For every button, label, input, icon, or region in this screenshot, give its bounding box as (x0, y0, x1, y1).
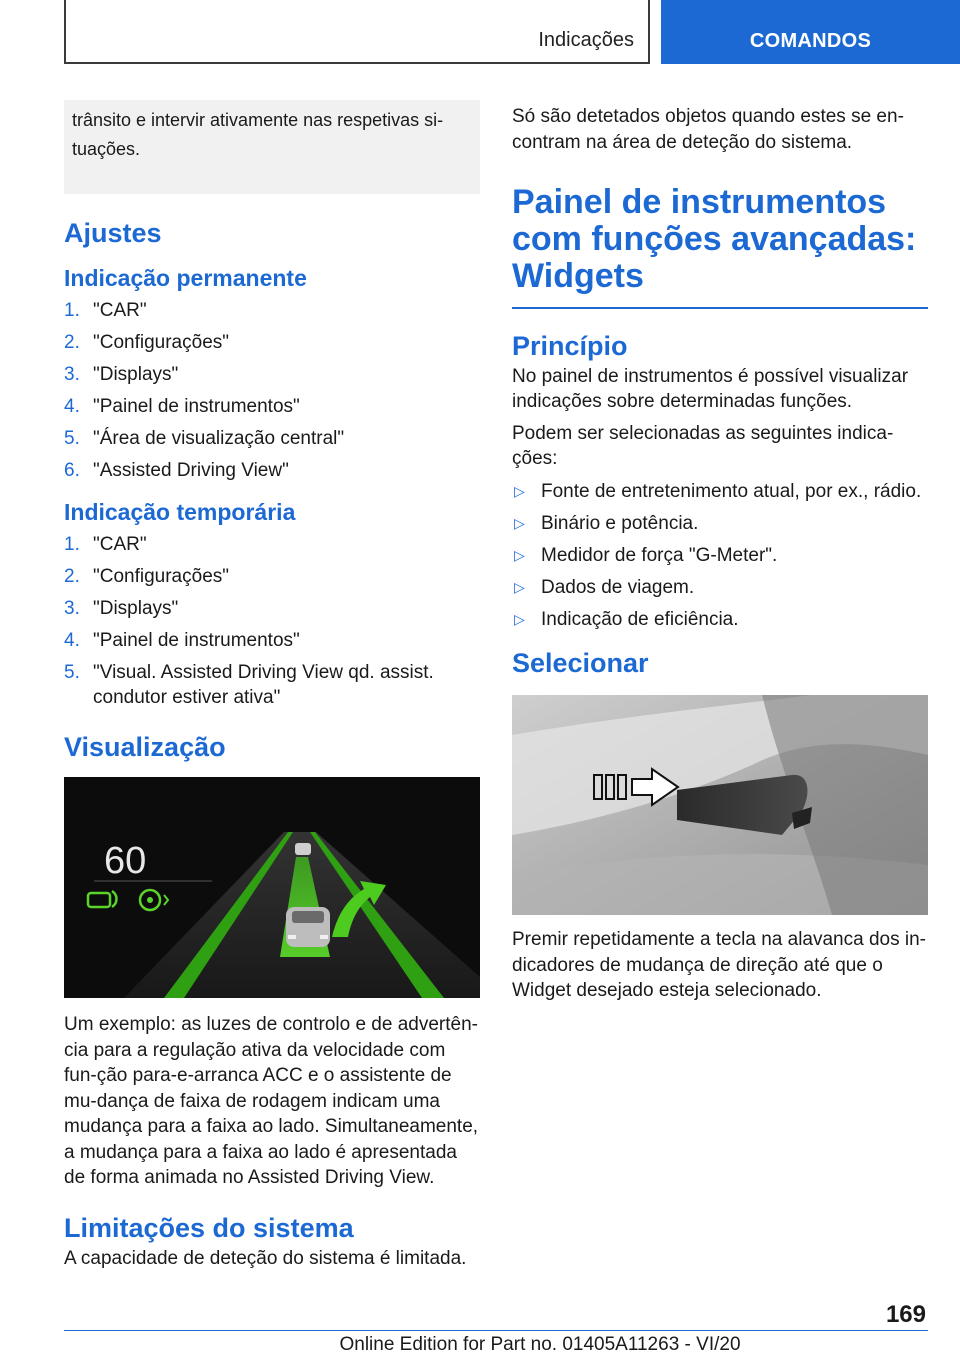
figure-caption: Um exemplo: as luzes de controlo e de advertên-cia para a regulação ativa da velocidade com fun-ção para-e-arranca ACC e o assistente de mu-dança de faixa de rodagem indicam uma mudança para a faixa ao lado. Simultaneamente, a mudança para a faixa ao lado é apresentada de forma animada no Assisted Driving View. (64, 1014, 479, 1188)
footer-divider (64, 1330, 928, 1331)
list-item (64, 532, 480, 557)
note-box: trânsito e intervir ativamente nas respetivas si-tuações. (64, 100, 480, 194)
heading-indicacao-temporaria: Indicação temporária (64, 499, 296, 525)
list-item (64, 362, 480, 387)
list-item (64, 660, 480, 710)
list-num: 1. (64, 300, 80, 321)
page-number: 169 (885, 1301, 926, 1328)
heading-selecionar: Selecionar (512, 648, 649, 678)
list-num: 2. (64, 566, 80, 587)
heading-ajustes: Ajustes (64, 218, 162, 248)
list-text: "Displays" (93, 364, 179, 385)
list-item (64, 298, 480, 323)
list-item (64, 330, 480, 355)
list-text: "CAR" (93, 534, 147, 555)
list-item (512, 607, 928, 632)
heading-visualizacao: Visualização (64, 732, 226, 762)
list-num: 2. (64, 332, 80, 353)
list-item (64, 458, 480, 483)
list-temporaria (64, 532, 480, 710)
list-item (512, 543, 928, 568)
list-text: "Displays" (93, 598, 179, 619)
list-permanente (64, 298, 480, 483)
list-text: "Visual. Assisted Driving View qd. assist. condutor estiver ativa" (93, 662, 434, 708)
driving-view-figure (64, 777, 480, 998)
list-text: Fonte de entretenimento atual, por ex., rádio. (541, 481, 922, 502)
triangle-bullet-icon: ▷ (514, 483, 525, 499)
list-item (64, 426, 480, 451)
heading-widgets: Painel de instrumentos com funções avançadas: Widgets (512, 184, 928, 309)
principio-text-2: Podem ser selecionadas as seguintes indica-ções: (512, 423, 894, 469)
list-item (512, 575, 928, 600)
triangle-bullet-icon: ▷ (514, 579, 525, 595)
header-chapter-title: COMANDOS (749, 30, 872, 52)
triangle-bullet-icon: ▷ (514, 547, 525, 563)
heading-principio: Princípio (512, 331, 628, 361)
limitations-text: A capacidade de deteção do sistema é limitada. (64, 1247, 467, 1269)
triangle-bullet-icon: ▷ (514, 515, 525, 531)
list-num: 4. (64, 396, 80, 417)
heading-indicacao-permanente: Indicação permanente (64, 265, 307, 291)
list-item (64, 564, 480, 589)
right-column (512, 100, 928, 1004)
header-section-box (64, 0, 650, 64)
principio-text-1: No painel de instrumentos é possível visualizar indicações sobre determinadas funções. (512, 366, 909, 412)
footer-edition: Online Edition for Part no. 01405A11263 - VI/20 (339, 1334, 741, 1355)
list-item (64, 596, 480, 621)
list-item (64, 628, 480, 653)
list-item (512, 479, 928, 504)
intro-text: Só são detetados objetos quando estes se en-contram na área de deteção do sistema. (512, 106, 904, 153)
speed-readout: 60 (104, 840, 147, 882)
left-column (64, 100, 480, 1271)
list-item (512, 511, 928, 536)
list-num: 5. (64, 662, 80, 683)
list-num: 6. (64, 460, 80, 481)
list-num: 3. (64, 598, 80, 619)
list-num: 5. (64, 428, 80, 449)
header-chapter-tab[interactable] (661, 0, 960, 64)
stalk-button-figure (512, 695, 928, 915)
list-text: "CAR" (93, 300, 147, 321)
list-text: Medidor de força "G-Meter". (541, 545, 778, 566)
list-text: "Configurações" (93, 566, 230, 587)
list-item (64, 394, 480, 419)
list-num: 1. (64, 534, 80, 555)
list-num: 4. (64, 630, 80, 651)
list-text: Indicação de eficiência. (541, 609, 739, 630)
list-text: "Configurações" (93, 332, 230, 353)
list-text: Dados de viagem. (541, 577, 695, 598)
list-text: Binário e potência. (541, 513, 699, 534)
list-text: "Painel de instrumentos" (93, 396, 300, 417)
widget-options-list (512, 479, 928, 632)
list-num: 3. (64, 364, 80, 385)
list-text: "Área de visualização central" (93, 428, 345, 449)
heading-limitacoes: Limitações do sistema (64, 1212, 354, 1243)
list-text: "Assisted Driving View" (93, 460, 289, 481)
header-section-title: Indicações (538, 29, 634, 51)
selecionar-text: Premir repetidamente a tecla na alavanca dos in-dicadores de mudança de direção até que o Widget desejado esteja selecionado. (512, 929, 927, 1001)
triangle-bullet-icon: ▷ (514, 611, 525, 627)
list-text: "Painel de instrumentos" (93, 630, 300, 651)
